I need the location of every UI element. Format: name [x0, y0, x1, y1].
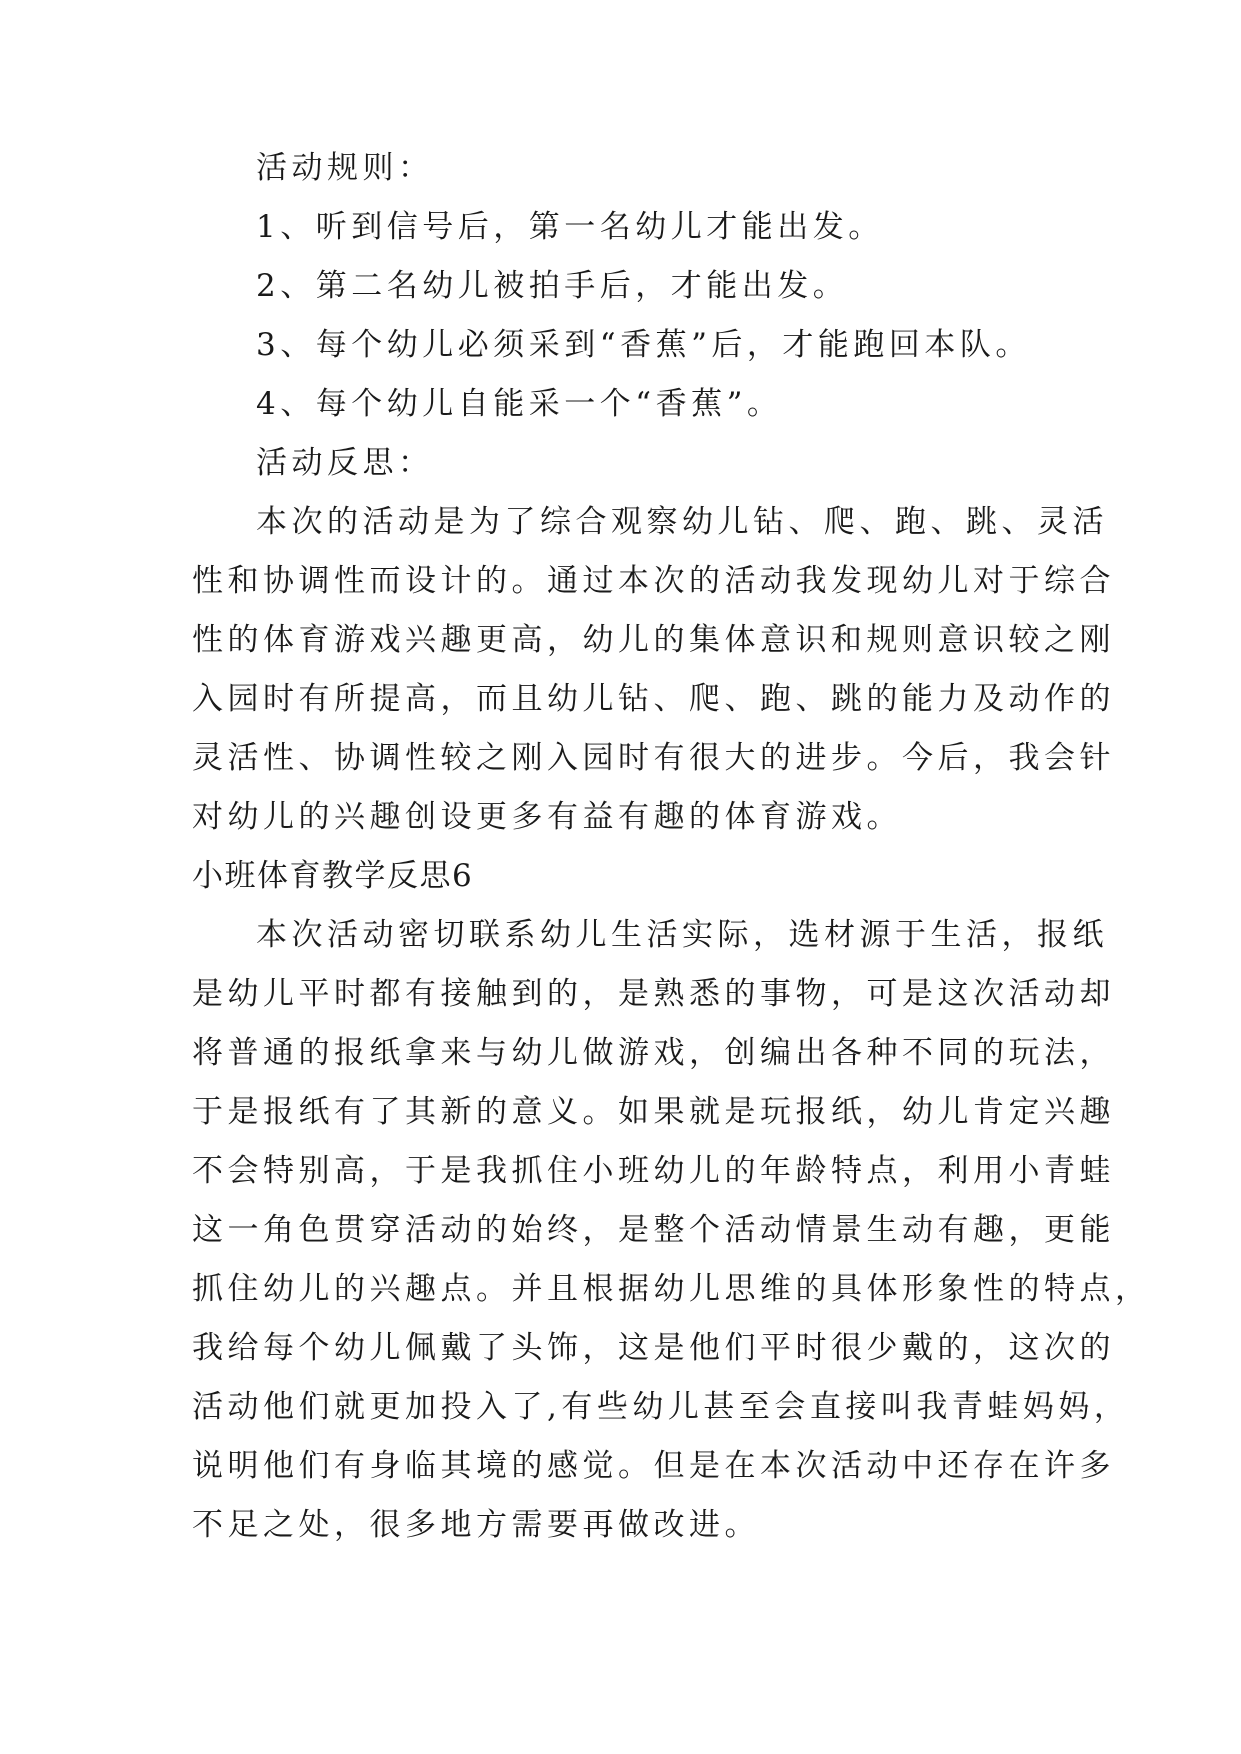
paragraph-line: 性的体育游戏兴趣更高，幼儿的集体意识和规则意识较之刚	[192, 622, 1115, 658]
paragraph-line: 我给每个幼儿佩戴了头饰，这是他们平时很少戴的，这次的	[192, 1330, 1115, 1366]
paragraph-line: 灵活性、协调性较之刚入园时有很大的进步。今后，我会针	[192, 740, 1115, 776]
paragraph-line: 入园时有所提高，而且幼儿钻、爬、跑、跳的能力及动作的	[192, 681, 1115, 717]
paragraph-line: 于是报纸有了其新的意义。如果就是玩报纸，幼儿肯定兴趣	[192, 1094, 1115, 1130]
section-heading-reflection: 活动反思：	[256, 445, 434, 481]
section-title: 小班体育教学反思6	[192, 858, 474, 894]
section-heading-rules: 活动规则：	[256, 150, 434, 186]
paragraph-line: 抓住幼儿的兴趣点。并且根据幼儿思维的具体形象性的特点，	[192, 1271, 1151, 1307]
paragraph-line: 活动他们就更加投入了,有些幼儿甚至会直接叫我青蛙妈妈，	[192, 1389, 1130, 1425]
paragraph-line: 不足之处，很多地方需要再做改进。	[192, 1507, 760, 1543]
paragraph-line: 不会特别高，于是我抓住小班幼儿的年龄特点，利用小青蛙	[192, 1153, 1115, 1189]
paragraph-line: 本次的活动是为了综合观察幼儿钻、爬、跑、跳、灵活	[256, 504, 1108, 540]
paragraph-line: 将普通的报纸拿来与幼儿做游戏，创编出各种不同的玩法，	[192, 1035, 1115, 1071]
paragraph-line: 本次活动密切联系幼儿生活实际，选材源于生活，报纸	[256, 917, 1108, 953]
paragraph-line: 说明他们有身临其境的感觉。但是在本次活动中还存在许多	[192, 1448, 1115, 1484]
paragraph-line: 这一角色贯穿活动的始终，是整个活动情景生动有趣，更能	[192, 1212, 1115, 1248]
rule-item-2: 2、第二名幼儿被拍手后，才能出发。	[256, 268, 849, 304]
paragraph-line: 对幼儿的兴趣创设更多有益有趣的体育游戏。	[192, 799, 902, 835]
rule-item-3: 3、每个幼儿必须采到“香蕉”后，才能跑回本队。	[256, 327, 1031, 363]
paragraph-line: 是幼儿平时都有接触到的，是熟悉的事物，可是这次活动却	[192, 976, 1115, 1012]
paragraph-line: 性和协调性而设计的。通过本次的活动我发现幼儿对于综合	[192, 563, 1115, 599]
rule-item-4: 4、每个幼儿自能采一个“香蕉”。	[256, 386, 783, 422]
rule-item-1: 1、听到信号后，第一名幼儿才能出发。	[256, 209, 884, 245]
